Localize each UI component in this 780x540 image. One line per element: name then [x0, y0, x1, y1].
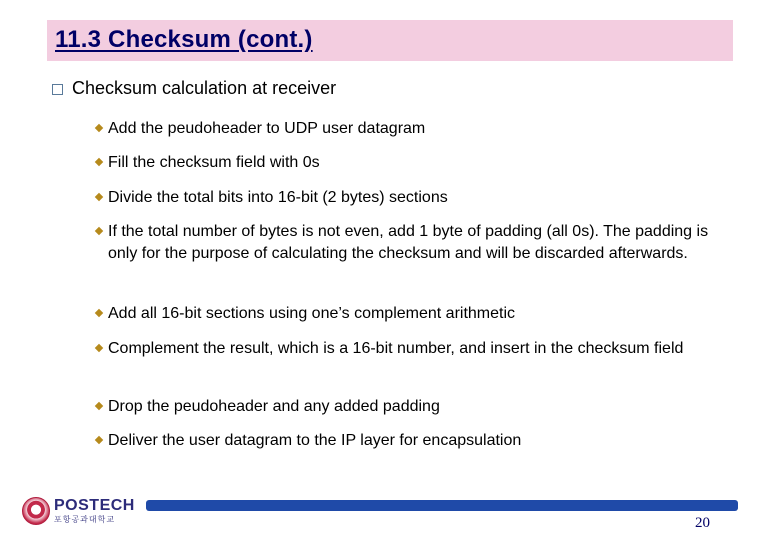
diamond-bullet-icon — [95, 158, 103, 166]
sub-bullet-text: If the total number of bytes is not even, add 1 byte of padding (all 0s). The padding is only for the purpose of calculating the checksum and will be discarded afterwards. — [108, 223, 709, 262]
diamond-bullet-icon — [95, 124, 103, 132]
logo-subtitle: 포항공과대학교 — [54, 515, 116, 524]
postech-logo — [22, 497, 135, 525]
title-bar — [47, 20, 733, 61]
page-number: 20 — [695, 515, 710, 531]
sub-bullet-text: Drop the peudoheader and any added padding — [108, 398, 440, 415]
main-bullet — [52, 78, 336, 99]
diamond-bullet-icon — [95, 309, 103, 317]
sub-bullet-item — [94, 303, 734, 325]
slide-title: 11.3 Checksum (cont.) — [55, 26, 313, 53]
logo-wordmark — [54, 498, 135, 524]
diamond-bullet-icon — [95, 436, 103, 444]
sub-bullet-text: Fill the checksum field with 0s — [108, 154, 320, 171]
main-bullet-text: Checksum calculation at receiver — [72, 78, 337, 98]
logo-name: POSTECH — [54, 497, 135, 514]
sub-bullet-text: Deliver the user datagram to the IP layer for encapsulation — [108, 432, 522, 449]
sub-bullet-item — [94, 118, 734, 140]
sub-bullet-text: Add all 16-bit sections using one’s complement arithmetic — [108, 305, 516, 322]
sub-bullet-item — [94, 338, 734, 360]
sub-bullet-item — [94, 187, 734, 209]
checkbox-bullet-icon — [52, 84, 63, 95]
sub-bullet-item — [94, 221, 734, 265]
emblem-icon — [22, 497, 50, 525]
sub-bullet-text: Divide the total bits into 16-bit (2 bytes) sections — [108, 189, 448, 206]
footer-bar — [146, 500, 738, 511]
diamond-bullet-icon — [95, 227, 103, 235]
sub-bullet-text: Complement the result, which is a 16-bit number, and insert in the checksum field — [108, 340, 684, 357]
sub-bullet-item — [94, 396, 734, 418]
sub-bullet-text: Add the peudoheader to UDP user datagram — [108, 120, 426, 137]
diamond-bullet-icon — [95, 193, 103, 201]
sub-bullet-item — [94, 152, 734, 174]
sub-bullet-item — [94, 430, 734, 452]
diamond-bullet-icon — [95, 402, 103, 410]
diamond-bullet-icon — [95, 344, 103, 352]
